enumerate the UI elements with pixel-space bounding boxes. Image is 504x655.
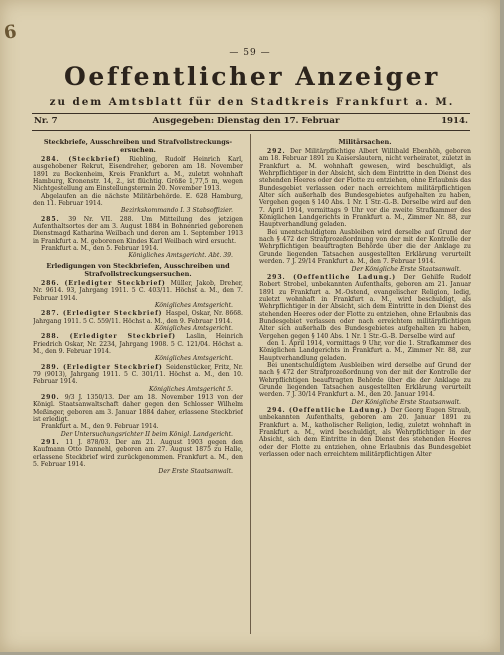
notice-text: den 1. April 1914, vormittags 9 Uhr, vor die 1. Strafkammer des Königlichen Landgerichts in Frankfurt a. M., Zimmer Nr. 88, zur Hauptverhandlung geladen. <box>259 339 471 362</box>
issue-line <box>34 115 468 129</box>
notice-lead: 288. (Erledigter Steckbrief) <box>41 333 187 341</box>
notice-paragraph <box>259 274 471 340</box>
notice-lead: 284. (Steckbrief) <box>41 156 130 163</box>
notice-lead: 291. <box>41 439 66 447</box>
notice-text: Der Militärpflichtige Albert Willibald Ebenhöh, geboren am 18. Februar 1891 zu Kaiserslautern, nicht verheiratet, zuletzt in Frankfurt a. M. wohnhaft gewesen, wird beschuldigt, als Wehrpflichtiger in der Absicht, sich dem Eintritte in den Dienst des stehenden Heeres oder der Flotte zu entziehen, ohne Erlaubnis das Bundesgebiet verlassen oder nach erreichtem militärpflichtigen Alter sich außerhalb des Bundesgebietes aufgehalten zu haben, Vergehen gegen § 140 Abs. 1 Nr. 1 Str.-G.-B. Derselbe wird auf den 7. April 1914, vormittags 9 Uhr vor die zweite Strafkammer des Königlichen Landgerichts in Frankfurt a. M., Zimmer Nr. 88, zur Hauptverhandlung geladen. <box>259 148 471 229</box>
notice-lead: 289. (Erledigter Steckbrief) <box>41 363 167 371</box>
notice-text: Königliches Amtsgericht 5. <box>148 385 233 393</box>
notice-signature <box>33 355 233 362</box>
notice-text: Der Georg Eugen Straub, unbekannten Aufenthalts, geboren am 20. Januar 1891 zu Frankfurt a. M., katholischer Religion, ledig, zuletzt wohnhaft in Frankfurt a. M., wird beschuldigt, als Wehrpflichtiger in der Absicht, sich dem Eintritte in den Dienst des stehenden Heeres oder der Flotte zu entziehen, ohne Erlaubnis das Bundesgebiet verlassen oder nach erreichtem militärpflichtigen Alter <box>259 407 471 459</box>
notice-text: Bezirkskommando I. 3 Stabsoffizier. <box>120 207 233 215</box>
notice-paragraph <box>259 229 471 266</box>
notice-paragraph <box>33 364 243 386</box>
notice-signature <box>33 207 233 214</box>
notice-lead: 290. <box>41 393 65 401</box>
notice-text: Laslin, Heinrich Friedrich Oskar, Nr. 2234, Jahrgang 1908. 5 C. 121/04. Höchst a. M., den 9. Februar 1914. <box>33 333 243 355</box>
notice-paragraph <box>33 216 243 245</box>
notice-text: Der Gehilfe Rudolf Robert Strobel, unbekannten Aufenthalts, geboren am 21. Januar 1891 zu Frankfurt a. M.-Ostend, evangelischer Religion, ledig, zuletzt wohnhaft in Frankfurt a. M., wird beschuldigt, als Wehrpflichtiger in der Absicht, sich dem Eintritte in den Dienst des stehenden Heeres oder der Flotte zu entziehen, ohne Erlaubnis das Bundesgebiet verlassen oder nach erreichtem militärpflichtigen Alter sich außerhalb des Bundesgebietes aufgehalten zu haben, Vergehen gegen § 140 Abs. 1 Nr. 1 Str.-G.-B. Derselbe wird auf <box>259 273 471 340</box>
notice-text: Bei unentschuldigtem Ausbleiben wird derselbe auf Grund der nach § 472 der Strafprozeßordnung von der mit der Kontrolle der Wehrpflichtigen beauftragten Behörde über die der Anklage zu Grunde liegenden Tatsachen ausgestellten Erklärung verurteilt werden. 7 J. 29/14 Frankfurt a. M., den 7. Februar 1914. <box>259 228 471 266</box>
notice-text: Königliches Amtsgericht. <box>154 355 233 363</box>
notice-paragraph <box>33 439 243 468</box>
notice-text: Abgelaufen an die nächste Militärbehörde. E. 628 Hamburg, den 11. Februar 1914. <box>33 192 243 208</box>
left-column <box>33 136 243 638</box>
notice-paragraph <box>259 407 471 458</box>
notice-signature <box>33 431 233 438</box>
issue-year: 1914. <box>441 116 468 126</box>
notice-text: Riebling, Rudolf Heinrich Karl, ausgehobener Rekrut, Eisendreher, geboren am 18. November 1891 zu Bockenheim, Kreis Frankfurt a. M., zuletzt wohnhaft Hamburg, Kronenstr. 14, 2., ist flüchtig. Größe 1,77,5 m, wegen Nichtgestellung am Einstellungstermin 20. November 1913. <box>33 156 243 193</box>
notice-text: Frankfurt a. M., den 5. Februar 1914. <box>41 245 159 253</box>
notice-signature <box>259 399 461 406</box>
notice-text: 39 Nr. VII. 288. Um Mitteilung des jetzigen Aufenthaltsortes der am 3. August 1884 in Bohnenried geborenen Dienstmagd Katharina Weilbach und deren am 1. September 1913 in Frankfurt a. M. geborenen Kindes Karl Weilbach wird ersucht. <box>33 215 243 245</box>
notice-signature <box>33 386 233 393</box>
notice-paragraph <box>33 423 243 430</box>
right-column <box>259 136 471 638</box>
notice-text: Frankfurt a. M., den 9. Februar 1914. <box>41 423 159 431</box>
handwritten-corner-mark: 6 <box>2 21 18 44</box>
notice-text: 9/3 J. 1350/13. Der am 18. November 1913 von der Königl. Staatsanwaltschaft daher gegen den Schlosser Wilhelm Meßinger, geboren am 3. Januar 1884 daher, erlassene Steckbrief ist erledigt. <box>33 393 243 423</box>
notice-text: Bei unentschuldigtem Ausbleiben wird derselbe auf Grund der nach § 472 der Strafprozeßordnung von der mit der Kontrolle der Wehrpflichtigen beauftragten Behörde über die der Anklage zu Grunde liegenden Tatsachen ausgestellten Erklärung verurteilt werden. 7 J. 30/14 Frankfurt a. M., den 20. Januar 1914. <box>259 361 471 399</box>
notice-text: Der Königliche Erste Staatsanwalt. <box>351 398 461 406</box>
section-heading: Erledigungen von Steckbriefen, Ausschreiben und Strafvollstreckungsersuchen. <box>46 261 230 278</box>
notice-paragraph <box>33 333 243 355</box>
notice-signature <box>33 325 233 332</box>
notice-text: Der Königliche Erste Staatsanwalt. <box>351 265 461 273</box>
notice-text: Der Untersuchungsrichter II beim Königl. Landgericht. <box>60 430 233 438</box>
notice-lead: 294. (Oeffentliche Ladung.) <box>267 407 391 415</box>
header-rule-bottom <box>32 130 470 131</box>
section-heading: Militärsachen. <box>338 138 392 146</box>
notice-signature <box>33 468 233 475</box>
masthead-subtitle: zu dem Amtsblatt für den Stadtkreis Frankfurt a. M. <box>49 96 455 108</box>
notice-paragraph <box>259 340 471 362</box>
masthead-title: Oeffentlicher Anzeiger <box>64 62 440 91</box>
notice-text: Seidenstücker, Fritz, Nr. 79 (9013), Jahrgang 1911. 5 C. 301/11. Höchst a. M., den 10. Februar 1914. <box>33 363 243 386</box>
notice-paragraph <box>33 193 243 208</box>
column-divider <box>250 134 251 634</box>
notice-paragraph <box>33 394 243 423</box>
notice-signature <box>33 252 233 259</box>
header-rule-top <box>32 113 470 114</box>
notice-lead: 292. <box>267 148 290 155</box>
notice-text: Haspel, Oskar, Nr. 8668. Jahrgang 1911. 5 C. 559/11. Höchst a. M., den 9. Februar 1914. <box>33 310 243 325</box>
notice-lead: 287. (Erledigter Steckbrief) <box>41 310 166 318</box>
issue-date: Ausgegeben: Dienstag den 17. Februar <box>152 116 340 126</box>
notice-signature <box>33 302 233 309</box>
notice-lead: 285. <box>41 215 69 223</box>
notice-text: Königliches Amtsgericht. <box>154 324 233 332</box>
notice-paragraph <box>33 280 243 302</box>
notice-paragraph <box>33 245 243 252</box>
notice-text: Müller, Jakob, Dreher, Nr. 9614. 93, Jahrgang 1911. 5 C. 403/11. Höchst a. M., den 7. Februar 1914. <box>33 279 243 302</box>
issue-number: Nr. 7 <box>34 116 58 126</box>
notice-paragraph <box>259 148 471 229</box>
notice-paragraph <box>259 362 471 399</box>
notice-paragraph <box>33 310 243 325</box>
notice-paragraph <box>33 156 243 193</box>
notice-signature <box>259 266 461 273</box>
notice-lead: 293. (Oeffentliche Ladung.) <box>267 273 404 281</box>
notice-text: Der Erste Staatsanwalt. <box>158 468 233 476</box>
section-heading: Steckbriefe, Ausschreiben und Strafvollstreckungs-ersuchen. <box>43 138 233 154</box>
notice-text: Königliches Amtsgericht. Abt. 39. <box>128 252 233 260</box>
page-number: — 59 — <box>229 48 271 58</box>
notice-text: 11 J. 878/03. Der am 21. August 1903 gegen den Kaufmann Otto Dannehl, geboren am 27. August 1875 zu Halle, erlassene Steckbrief wird zurückgenommen. Frankfurt a. M., den 5. Februar 1914. <box>33 439 243 469</box>
notice-text: Königliches Amtsgericht. <box>154 301 233 309</box>
notice-lead: 286. (Erledigter Steckbrief) <box>41 279 171 287</box>
